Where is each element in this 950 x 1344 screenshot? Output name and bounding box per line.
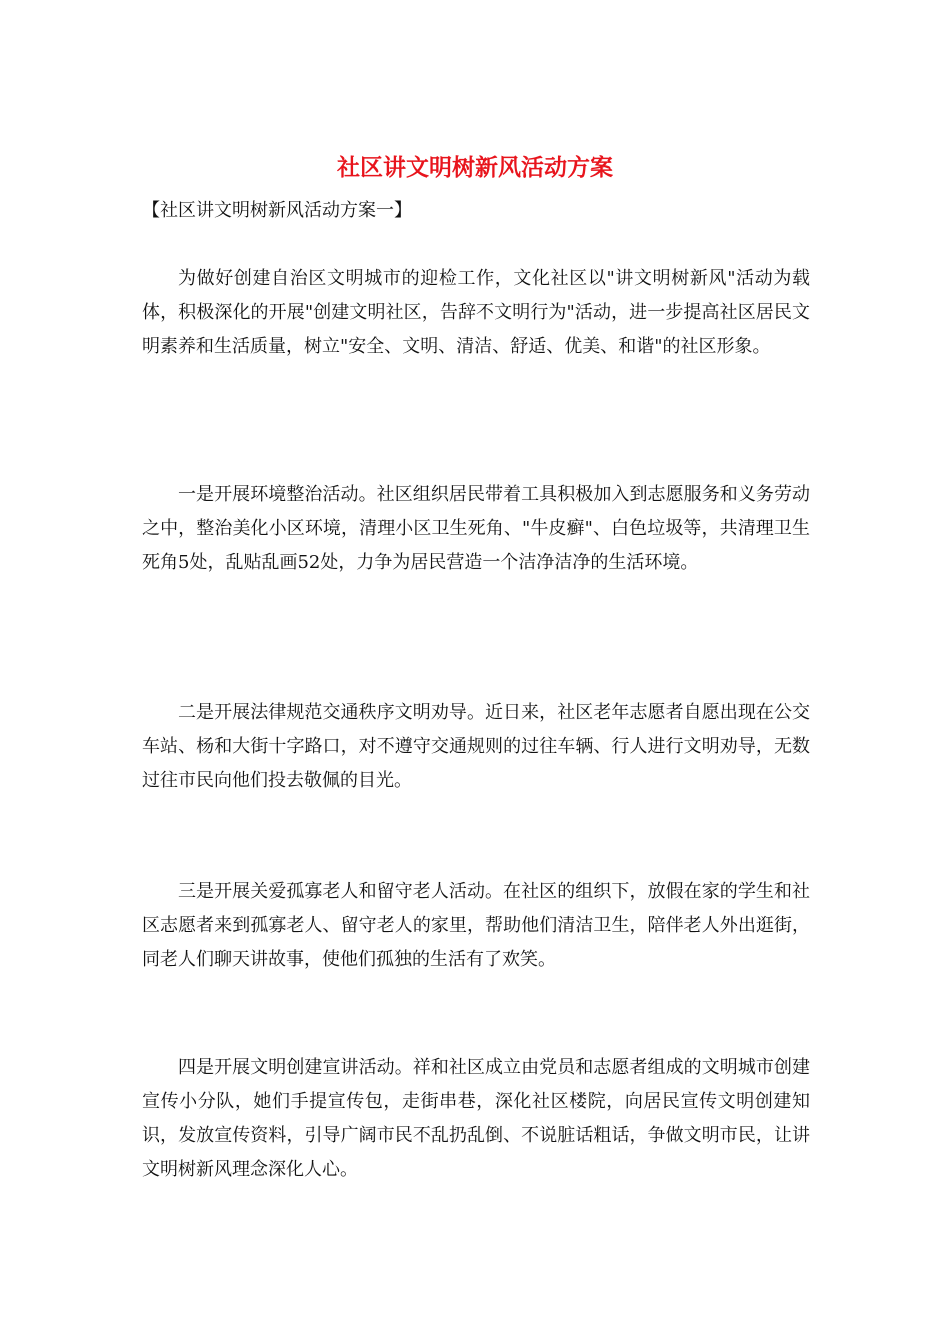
paragraph-intro: 为做好创建自治区文明城市的迎检工作，文化社区以"讲文明树新风"活动为载体，积极深化的开展"创建文明社区，告辞不文明行为"活动，进一步提高社区居民文明素养和生活质量，树立"安全、文明、清洁、舒适、优美、和谐"的社区形象。 — [142, 268, 810, 357]
paragraph-elderly-care: 三是开展关爱孤寡老人和留守老人活动。在社区的组织下，放假在家的学生和社区志愿者来到孤寡老人、留守老人的家里，帮助他们清洁卫生，陪伴老人外出逛街，同老人们聊天讲故事，使他们孤独的生活有了欢笑。 — [142, 881, 810, 970]
paragraph-publicity: 四是开展文明创建宣讲活动。祥和社区成立由党员和志愿者组成的文明城市创建宣传小分队，她们手提宣传包，走街串巷，深化社区楼院，向居民宣传文明创建知识，发放宣传资料，引导广阔市民不乱扔乱倒、不说脏话粗话，争做文明市民，让讲文明树新风理念深化人心。 — [142, 1057, 810, 1180]
paragraph-traffic: 二是开展法律规范交通秩序文明劝导。近日来，社区老年志愿者自愿出现在公交车站、杨和大街十字路口，对不遵守交通规则的过往车辆、行人进行文明劝导，无数过往市民向他们投去敬佩的目光。 — [142, 702, 810, 791]
section-heading: 【社区讲文明树新风活动方案一】 — [142, 200, 412, 221]
document-title: 社区讲文明树新风活动方案 — [337, 154, 613, 181]
paragraph-environment: 一是开展环境整治活动。社区组织居民带着工具积极加入到志愿服务和义务劳动之中，整治美化小区环境，清理小区卫生死角、"牛皮癣"、白色垃圾等，共清理卫生死角5处，乱贴乱画52处，力争为居民营造一个洁净洁净的生活环境。 — [142, 484, 810, 573]
